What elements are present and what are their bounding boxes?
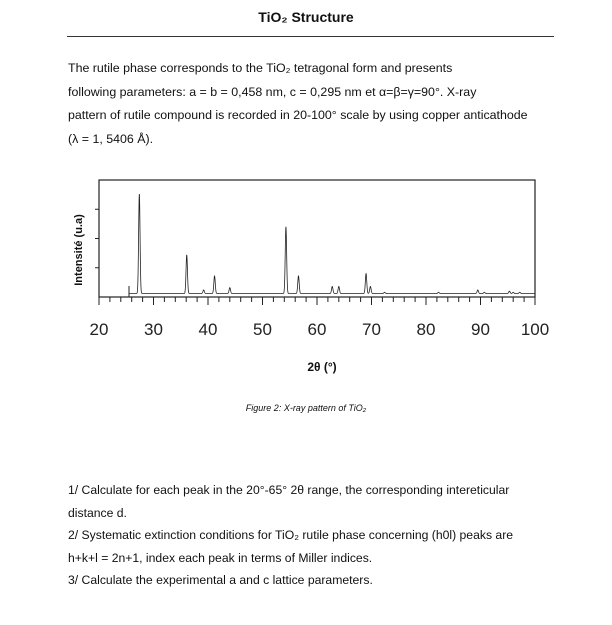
- x-tick-label: 40: [198, 320, 218, 339]
- question-3: 3/ Calculate the experimental a and c lattice parameters.: [68, 573, 373, 587]
- x-tick-label: 80: [416, 320, 436, 339]
- x-tick-label: 70: [362, 320, 381, 339]
- x-tick-label: 60: [307, 320, 327, 339]
- x-axis-label: 2θ (°): [307, 360, 337, 374]
- xrd-pattern-line: [129, 194, 535, 293]
- intro-line-3: pattern of rutile compound is recorded in 20-100° scale by using copper anticathode: [68, 108, 528, 122]
- title-divider: [67, 36, 554, 37]
- x-tick-label: 90: [471, 320, 490, 339]
- x-tick-label: 20: [89, 320, 109, 339]
- intro-line-1: The rutile phase corresponds to the TiO₂ tetragonal form and presents: [68, 61, 453, 75]
- x-tick-labels: [90, 320, 550, 339]
- xrd-chart: [0, 170, 612, 385]
- question-1-line-1: 1/ Calculate for each peak in the 20°-65° 2θ range, the corresponding intereticular: [68, 483, 510, 497]
- question-2-line-2: h+k+l = 2n+1, index each peak in terms of Miller indices.: [68, 550, 373, 565]
- intro-paragraph: [68, 57, 552, 151]
- x-tick-label: 100: [520, 320, 550, 339]
- intro-line-2: following parameters: a = b = 0,458 nm, c = 0,295 nm et α=β=γ=90°. X-ray: [68, 84, 477, 99]
- question-2-line-1: 2/ Systematic extinction conditions for TiO₂ rutile phase concerning (h0l) peaks are: [68, 528, 514, 542]
- x-tick-label: 30: [144, 320, 163, 339]
- x-ticks: [99, 297, 535, 305]
- figure-caption: Figure 2: X-ray pattern of TiO₂: [245, 403, 367, 413]
- plot-frame: [99, 180, 535, 297]
- questions: [68, 479, 552, 592]
- page-title: TiO₂ Structure: [258, 9, 354, 25]
- x-tick-label: 50: [253, 320, 272, 339]
- question-1-line-2: distance d.: [68, 505, 127, 520]
- intro-line-4: (λ = 1, 5406 Å).: [68, 131, 154, 146]
- y-axis-label: Intensité (u.a): [73, 214, 85, 286]
